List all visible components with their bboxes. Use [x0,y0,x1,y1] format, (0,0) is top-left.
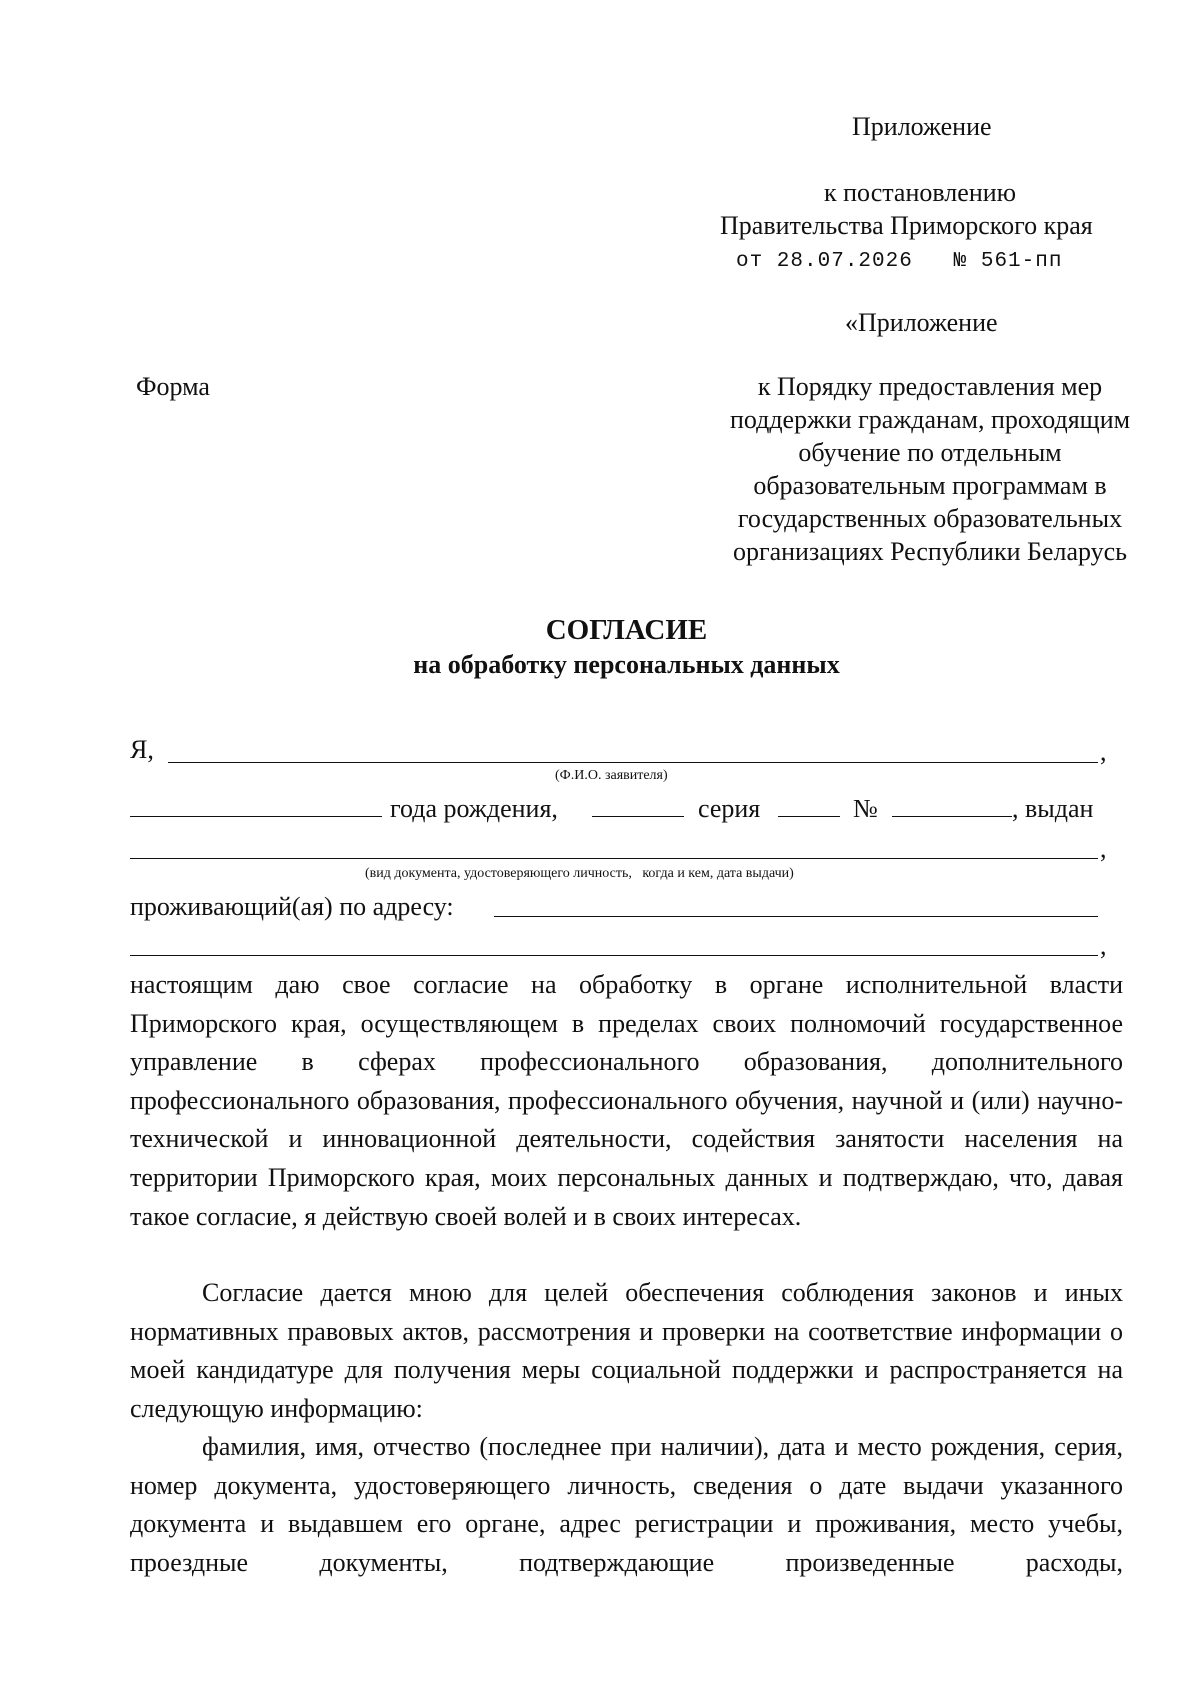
fio-input-line[interactable] [168,762,1098,763]
document-title: СОГЛАСИЕ [545,614,708,646]
issued-label: , выдан [1012,794,1094,823]
document-subtitle: на обработку персональных данных [413,650,840,679]
number-input-line[interactable] [892,816,1012,817]
appendix-title: Приложение [852,112,992,141]
government-name: Правительства Приморского края [720,211,1093,240]
consent-paragraph: настоящим даю свое согласие на обработку в органе исполнительной власти Приморского края, осуществляющем в пределах своих полномочий государственное управление в сферах профессионального образования, дополнительного профессионального образования, профессионального обучения, научной и (или) научно-технической и инновационной деятельности, содействия занятости населения на территории Приморского края, моих персональных данных и подтверждаю, что, давая такое согласие, я действую своей волей и в своих интересах. [130,970,1123,1231]
series-input-line[interactable] [778,816,840,817]
procedure-line: организациях Республики Беларусь [732,537,1128,566]
birth-year-input-line[interactable] [130,816,382,817]
procedure-line: образовательным программам в [753,471,1107,500]
series-label: серия [698,794,761,823]
fio-caption: (Ф.И.О. заявителя) [555,768,668,783]
i-label: Я, [130,735,154,764]
address-input-line-2[interactable] [130,955,1098,956]
form-label: Форма [136,372,210,401]
information-list-paragraph: фамилия, имя, отчество (последнее при наличии), дата и место рождения, серия, номер документа, удостоверяющего личность, сведения о дате выдачи указанного документа и выдавшем его органе, адрес регистрации и проживания, место учебы, проездные документы, подтверждающие произведенные расходы, [130,1432,1123,1577]
body-paragraph-1 [130,966,1123,1236]
fio-comma: , [1100,737,1107,766]
address-comma: , [1100,931,1107,960]
number-label: № [853,794,878,823]
resolution-date-number: от 28.07.2026 № 561-пп [736,250,1063,273]
appendix-quote-title: «Приложение [845,308,998,337]
body-paragraph-2 [130,1274,1123,1428]
body-paragraph-3 [130,1428,1123,1582]
document-caption: (вид документа, удостоверяющего личность, когда и кем, дата выдачи) [365,866,794,881]
procedure-line: к Порядку предоставления мер [757,372,1103,401]
procedure-line: государственных образовательных [737,504,1123,533]
purpose-paragraph: Согласие дается мною для целей обеспечения соблюдения законов и иных нормативных правовых актов, рассмотрения и проверки на соответствие информации о моей кандидатуре для получения меры социальной поддержки и распространяется на следующую информацию: [130,1278,1123,1423]
procedure-reference [680,370,1180,568]
document-input-line[interactable] [130,858,1098,859]
birth-year-short-line[interactable] [592,816,684,817]
document-comma: , [1100,834,1107,863]
procedure-line: обучение по отдельным [798,438,1062,467]
address-input-line[interactable] [494,916,1098,917]
address-label: проживающий(ая) по адресу: [130,892,454,921]
birth-year-label: года рождения, [390,794,558,823]
to-resolution: к постановлению [824,178,1017,207]
procedure-line: поддержки гражданам, проходящим [729,405,1131,434]
